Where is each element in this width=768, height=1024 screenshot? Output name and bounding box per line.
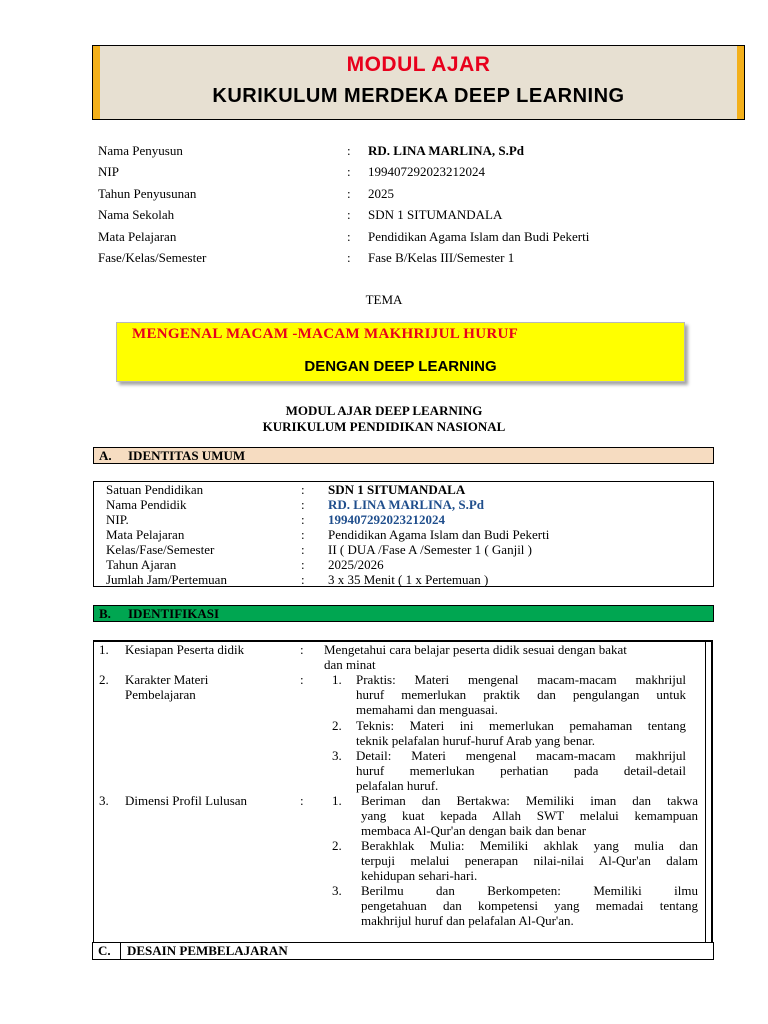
row-label: Tahun Ajaran bbox=[106, 557, 177, 572]
section-divider bbox=[120, 943, 121, 959]
section-letter: C. bbox=[98, 943, 111, 958]
banner-title: MODUL AJAR bbox=[346, 53, 491, 76]
row-colon: : bbox=[301, 557, 305, 572]
info-value: Pendidikan Agama Islam dan Budi Pekerti bbox=[368, 229, 590, 244]
list-line: makhrijul huruf dan pelafalan Al-Qur'an. bbox=[361, 913, 574, 928]
info-colon: : bbox=[347, 207, 351, 222]
list-line: yang kuat kepada Allah SWT melalui kemampuan bbox=[361, 808, 698, 823]
list-item bbox=[356, 748, 686, 793]
theme-box bbox=[116, 322, 685, 382]
table-row bbox=[94, 572, 713, 587]
info-row bbox=[0, 140, 768, 162]
row-label: Jumlah Jam/Pertemuan bbox=[106, 572, 227, 587]
list-item bbox=[361, 883, 698, 928]
row-number: 1. bbox=[99, 642, 109, 657]
info-label: Nama Sekolah bbox=[98, 207, 175, 222]
row-value: SDN 1 SITUMANDALA bbox=[328, 482, 466, 497]
table-row bbox=[94, 512, 713, 527]
info-label: Tahun Penyusunan bbox=[98, 186, 197, 201]
info-colon: : bbox=[347, 186, 351, 201]
title-banner bbox=[92, 45, 745, 120]
list-line: teknik pelafalan huruf-huruf Arab yang benar. bbox=[356, 733, 595, 748]
theme-title: MENGENAL MACAM -MACAM MAKHRIJUL HURUF bbox=[132, 326, 519, 342]
list-line: Detail: Materi mengenal macam-macam makhrijul bbox=[356, 748, 686, 763]
list-number: 2. bbox=[332, 838, 342, 853]
doc-title: MODUL AJAR DEEP LEARNING bbox=[285, 403, 483, 418]
table-row bbox=[94, 497, 713, 512]
list-line: terpuji melalui penerapan nilai-nilai Al-Qur'an dalam bbox=[361, 853, 698, 868]
row-value: Pendidikan Agama Islam dan Budi Pekerti bbox=[328, 527, 550, 542]
info-value: Fase B/Kelas III/Semester 1 bbox=[368, 250, 515, 265]
section-header-c bbox=[92, 942, 714, 960]
list-number: 3. bbox=[332, 748, 342, 763]
row-value: RD. LINA MARLINA, S.Pd bbox=[328, 497, 485, 512]
banner-subtitle: KURIKULUM MERDEKA DEEP LEARNING bbox=[212, 85, 625, 107]
list-line: Teknis: Materi ini memerlukan pemahaman tentang bbox=[356, 718, 686, 733]
list-line: kehidupan sehari-hari. bbox=[361, 868, 478, 883]
section-header-b bbox=[93, 605, 714, 622]
row-colon: : bbox=[300, 672, 304, 687]
row-colon: : bbox=[301, 527, 305, 542]
tema-label: TEMA bbox=[365, 292, 403, 307]
list-line: Berakhlak Mulia: Memiliki akhlak yang mulia dan bbox=[361, 838, 698, 853]
list-item bbox=[361, 838, 698, 883]
row-text: Mengetahui cara belajar peserta didik sesuai dengan bakat bbox=[324, 642, 627, 657]
section-title: IDENTIFIKASI bbox=[128, 606, 220, 621]
list-line: membaca Al-Qur'an dengan baik dan benar bbox=[361, 823, 587, 838]
section-title: IDENTITAS UMUM bbox=[128, 448, 246, 463]
identitas-table bbox=[93, 481, 714, 587]
list-line: Berilmu dan Berkompeten: Memiliki ilmu bbox=[361, 883, 698, 898]
identifikasi-table bbox=[93, 640, 713, 960]
info-row bbox=[0, 204, 768, 226]
row-label: Kesiapan Peserta didik bbox=[125, 642, 245, 657]
row-number: 2. bbox=[99, 672, 109, 687]
section-title: DESAIN PEMBELAJARAN bbox=[127, 943, 288, 958]
row-colon: : bbox=[300, 642, 304, 657]
list-item bbox=[356, 672, 686, 717]
row-label: Kelas/Fase/Semester bbox=[106, 542, 215, 557]
info-value: 199407292023212024 bbox=[368, 164, 485, 179]
row-value: 199407292023212024 bbox=[328, 512, 445, 527]
info-value: 2025 bbox=[368, 186, 394, 201]
row-label: Karakter Materi bbox=[125, 672, 209, 687]
info-colon: : bbox=[347, 250, 351, 265]
row-colon: : bbox=[301, 497, 305, 512]
row-label: Mata Pelajaran bbox=[106, 527, 185, 542]
list-number: 1. bbox=[332, 672, 342, 687]
table-row bbox=[94, 527, 713, 542]
info-row bbox=[0, 183, 768, 205]
info-row bbox=[0, 247, 768, 269]
list-line: Praktis: Materi mengenal macam-macam makhrijul bbox=[356, 672, 686, 687]
row-label: Nama Pendidik bbox=[106, 497, 187, 512]
list-number: 1. bbox=[332, 793, 342, 808]
list-line: pelafalan huruf. bbox=[356, 778, 439, 793]
row-value: 3 x 35 Menit ( 1 x Pertemuan ) bbox=[328, 572, 489, 587]
info-label: Fase/Kelas/Semester bbox=[98, 250, 207, 265]
info-colon: : bbox=[347, 229, 351, 244]
table-row bbox=[94, 482, 713, 497]
section-letter: A. bbox=[99, 448, 112, 463]
row-label: Dimensi Profil Lulusan bbox=[125, 793, 248, 808]
info-row bbox=[0, 226, 768, 248]
row-text: dan minat bbox=[324, 657, 376, 672]
info-label: NIP bbox=[98, 164, 119, 179]
list-line: pengetahuan dan kompetensi yang memadai tentang bbox=[361, 898, 698, 913]
row-value: II ( DUA /Fase A /Semester 1 ( Ganjil ) bbox=[328, 542, 532, 557]
list-number: 3. bbox=[332, 883, 342, 898]
info-label: Mata Pelajaran bbox=[98, 229, 177, 244]
section-letter: B. bbox=[99, 606, 111, 621]
theme-subtitle: DENGAN DEEP LEARNING bbox=[304, 358, 497, 375]
table-border bbox=[705, 642, 706, 960]
info-colon: : bbox=[347, 143, 351, 158]
info-value: SDN 1 SITUMANDALA bbox=[368, 207, 503, 222]
row-label: Satuan Pendidikan bbox=[106, 482, 204, 497]
table-row bbox=[94, 557, 713, 572]
list-line: huruf memerlukan praktik dan pengulangan untuk bbox=[356, 687, 686, 702]
row-colon: : bbox=[301, 482, 305, 497]
row-colon: : bbox=[301, 542, 305, 557]
list-number: 2. bbox=[332, 718, 342, 733]
table-row bbox=[94, 542, 713, 557]
doc-subtitle: KURIKULUM PENDIDIKAN NASIONAL bbox=[262, 419, 506, 434]
row-colon: : bbox=[300, 793, 304, 808]
row-number: 3. bbox=[99, 793, 109, 808]
list-line: Beriman dan Bertakwa: Memiliki iman dan takwa bbox=[361, 793, 698, 808]
info-value: RD. LINA MARLINA, S.Pd bbox=[368, 143, 525, 158]
row-label: Pembelajaran bbox=[125, 687, 196, 702]
section-header-a bbox=[93, 447, 714, 464]
row-colon: : bbox=[301, 512, 305, 527]
list-line: memahami dan menguasai. bbox=[356, 702, 498, 717]
row-colon: : bbox=[301, 572, 305, 587]
list-item bbox=[356, 718, 686, 748]
list-item bbox=[361, 793, 698, 838]
row-label: NIP. bbox=[106, 512, 129, 527]
info-colon: : bbox=[347, 164, 351, 179]
info-label: Nama Penyusun bbox=[98, 143, 183, 158]
row-value: 2025/2026 bbox=[328, 557, 384, 572]
info-row bbox=[0, 161, 768, 183]
list-line: huruf memerlukan perhatian pada detail-detail bbox=[356, 763, 686, 778]
